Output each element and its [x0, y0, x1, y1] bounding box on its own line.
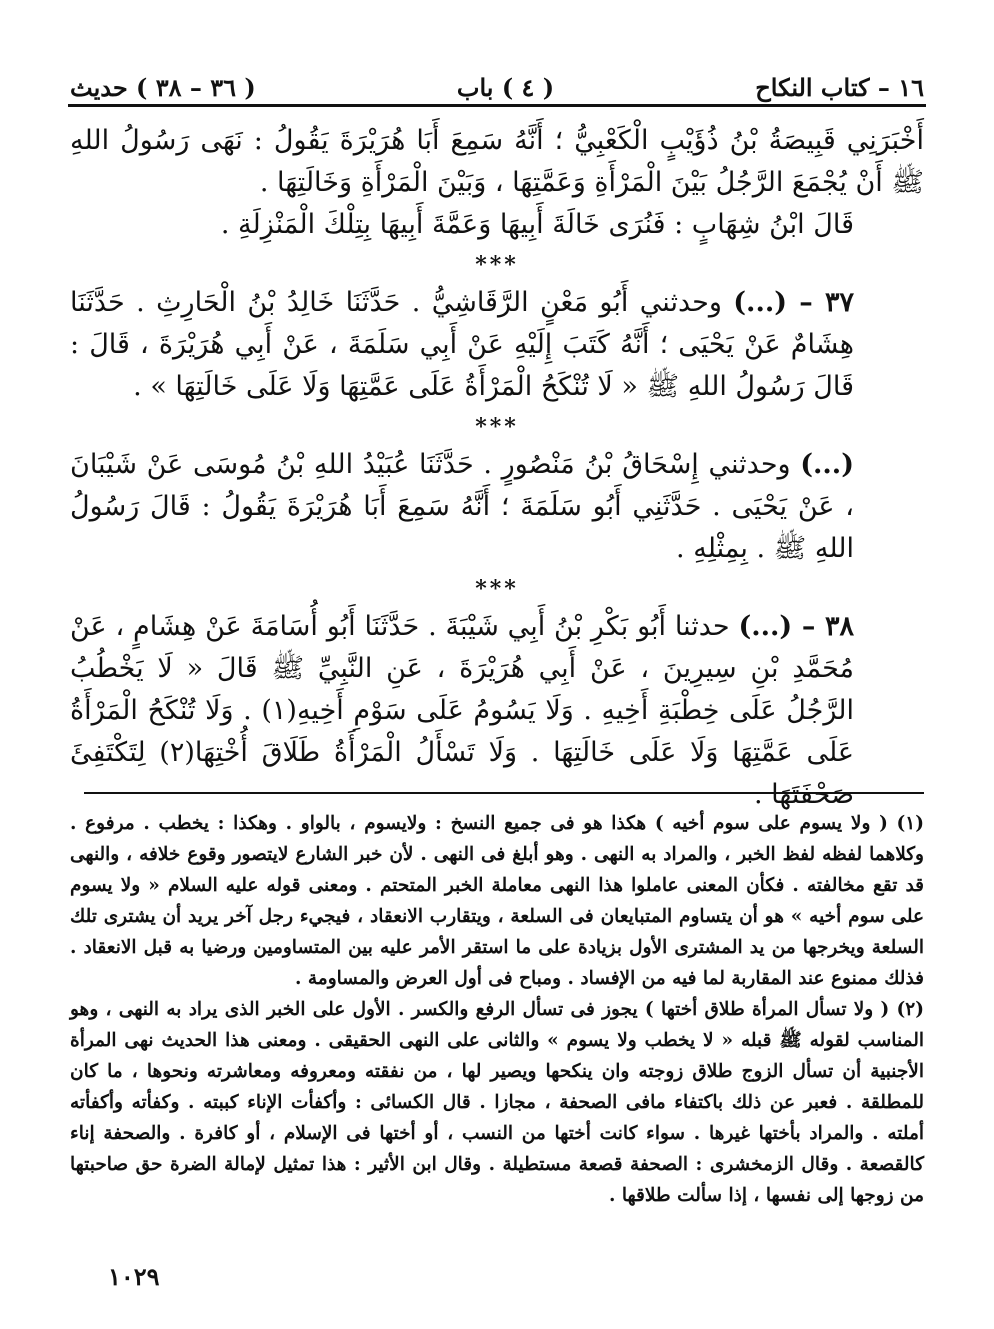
- header-hadith-range: ( ٣٦ – ٣٨ ) حديث: [70, 72, 256, 102]
- footnote-2: (٢) ( ولا تسأل المرأة طلاق أختها ) يجوز فى تسأل الرفع والكسر . الأول على الخبر الذى يراد به النهى ، وهو المناسب لقوله ﷺ قبله « لا يخطب ولا يسوم » والثانى على النهى الحقيقى . ومعنى هذا الحديث نهى المرأة الأجنبية أن تسأل الزوج طلاق زوجته وان ينكحها ويصير لها ، من نفقته ومعروفه ومعاشرته ونحوها ، ما كان للمطلقة . فعبر عن ذلك باكتفاء مافى الصحفة ، مجازا . قال الكسائى : وأكفأت الإناء كببته . وكفأته وأكفأته أملته . والمراد بأختها غيرها . سواء كانت أختها من النسب ، أو أختها فى الإسلام ، أو كافرة . والصحفة إناء كالقصعة . وقال الزمخشرى : الصحفة قصعة مستطيلة . وقال ابن الأثير : هذا تمثيل لإمالة الضرة حق صاحبتها من زوجها إلى نفسها ، إذا سألت طلاقها .: [70, 999, 924, 1206]
- hadith-37-text: وحدثني أَبُو مَعْنٍ الرَّقَاشِيُّ . حَدَّثَنَا خَالِدُ بْنُ الْحَارِثِ . حَدَّثَنَا هِشَامٌ عَنْ يَحْيَى ؛ أَنَّهُ كَتَبَ إِلَيْهِ عَنْ أَبِي سَلَمَةَ ، عَنْ أَبِي هُرَيْرَةَ ، قَالَ : قَالَ رَسُولُ اللهِ ﷺ « لَا تُنْكَحُ الْمَرْأَةُ عَلَى عَمَّتِهَا وَلَا عَلَى خَالَتِهَا » .: [70, 287, 854, 402]
- hadith-37: [70, 282, 924, 408]
- hadith-37b-number: (...): [800, 449, 854, 480]
- paragraph-qabisa-line1: أَخْبَرَنِي قَبِيصَةُ بْنُ ذُؤَيْبٍ الْكَعْبِيُّ ؛ أَنَّهُ سَمِعَ أَبَا هُرَيْرَةَ يَقُولُ : نَهَى رَسُولُ اللهِ ﷺ أَنْ يُجْمَعَ الرَّجُلُ: [70, 125, 924, 198]
- running-header: [70, 70, 924, 104]
- hadith-37-number: ٣٧ – (...): [733, 287, 854, 318]
- hadith-38-text: حدثنا أَبُو بَكْرِ بْنُ أَبِي شَيْبَةَ . حَدَّثَنَا أَبُو أُسَامَةَ عَنْ هِشَامٍ ، عَنْ مُحَمَّدِ بْنِ سِيرِينَ ، عَنْ أَبِي هُرَيْرَةَ ، عَنِ النَّبِيِّ ﷺ قَالَ « لَا يَخْطُبُ الرَّجُلُ عَلَى خِطْبَةِ أَخِيهِ . وَلَا يَسُومُ عَلَى سَوْمِ أَخِيهِ(١) . وَلَا تُنْكَحُ الْمَرْأَةُ عَلَى عَمَّتِهَا وَلَا عَلَى خَالَتِهَا . وَلَا تَسْأَلُ الْمَرْأَةُ طَلَاقَ أُخْتِهَا(٢) لِتَكْتَفِئَ صَحْفَتَهَا .: [70, 611, 854, 810]
- hadith-38-number: ٣٨ – (...): [738, 611, 854, 642]
- header-chapter: ( ٤ ) باب: [456, 72, 555, 102]
- header-divider: [68, 104, 926, 107]
- footnotes: [70, 808, 924, 1211]
- page-number: ١٠٢٩: [108, 1262, 160, 1291]
- paragraph-qabisa: [70, 120, 924, 204]
- section-separator: ***: [475, 414, 519, 440]
- paragraph-qabisa-line2: بَيْنَ الْمَرْأَةِ وَعَمَّتِهَا ، وَبَيْنَ الْمَرْأَةِ وَخَالَتِهَا .: [259, 167, 708, 198]
- footnote-1: (١) ( ولا يسوم على سوم أخيه ) هكذا هو فى جميع النسخ : ولايسوم ، بالواو . وهكذا : يخطب . مرفوع . وكلاهما لفظه لفظ الخبر ، والمراد به النهى . وهو أبلغ فى النهى . لأن خبر الشارع لايتصور وقوع خلافه ، والنهى قد تقع مخالفته . فكأن المعنى عاملوا هذا النهى معاملة الخبر المتحتم . ومعنى قوله عليه السلام « ولا يسوم على سوم أخيه » هو أن يتساوم المتبايعان فى السلعة ، ويتقارب الانعقاد ، فيجيء رجل آخر يريد أن يشترى تلك السلعة ويخرجها من يد المشترى الأول بزيادة على ما استقر الأمر عليه بين المتساومين ورضيا به قبل الانعقاد . فذلك ممنوع عند المقاربة لما فيه من الإفساد . ومباح فى أول العرض والمساومة .: [70, 813, 924, 989]
- footnote-divider: [84, 792, 924, 794]
- hadith-37b: [70, 444, 924, 570]
- header-book-title: ١٦ – كتاب النكاح: [755, 72, 924, 102]
- section-separator: ***: [475, 576, 519, 602]
- hadith-38: [70, 606, 924, 816]
- hadith-text: [70, 120, 924, 816]
- section-separator: ***: [475, 252, 519, 278]
- paragraph-ibn-shihab: قَالَ ابْنُ شِهَابٍ : فَنُرَى خَالَةَ أَبِيهَا وَعَمَّةَ أَبِيهَا بِتِلْكَ الْمَنْزِلَةِ .: [220, 209, 854, 240]
- hadith-37b-text: وحدثني إِسْحَاقُ بْنُ مَنْصُورٍ . حَدَّثَنَا عُبَيْدُ اللهِ بْنُ مُوسَى عَنْ شَيْبَانَ ، عَنْ يَحْيَى . حَدَّثَنِي أَبُو سَلَمَةَ ؛ أَنَّهُ سَمِعَ أَبَا هُرَيْرَةَ يَقُولُ : قَالَ رَسُولُ اللهِ ﷺ . بِمِثْلِهِ .: [70, 449, 854, 564]
